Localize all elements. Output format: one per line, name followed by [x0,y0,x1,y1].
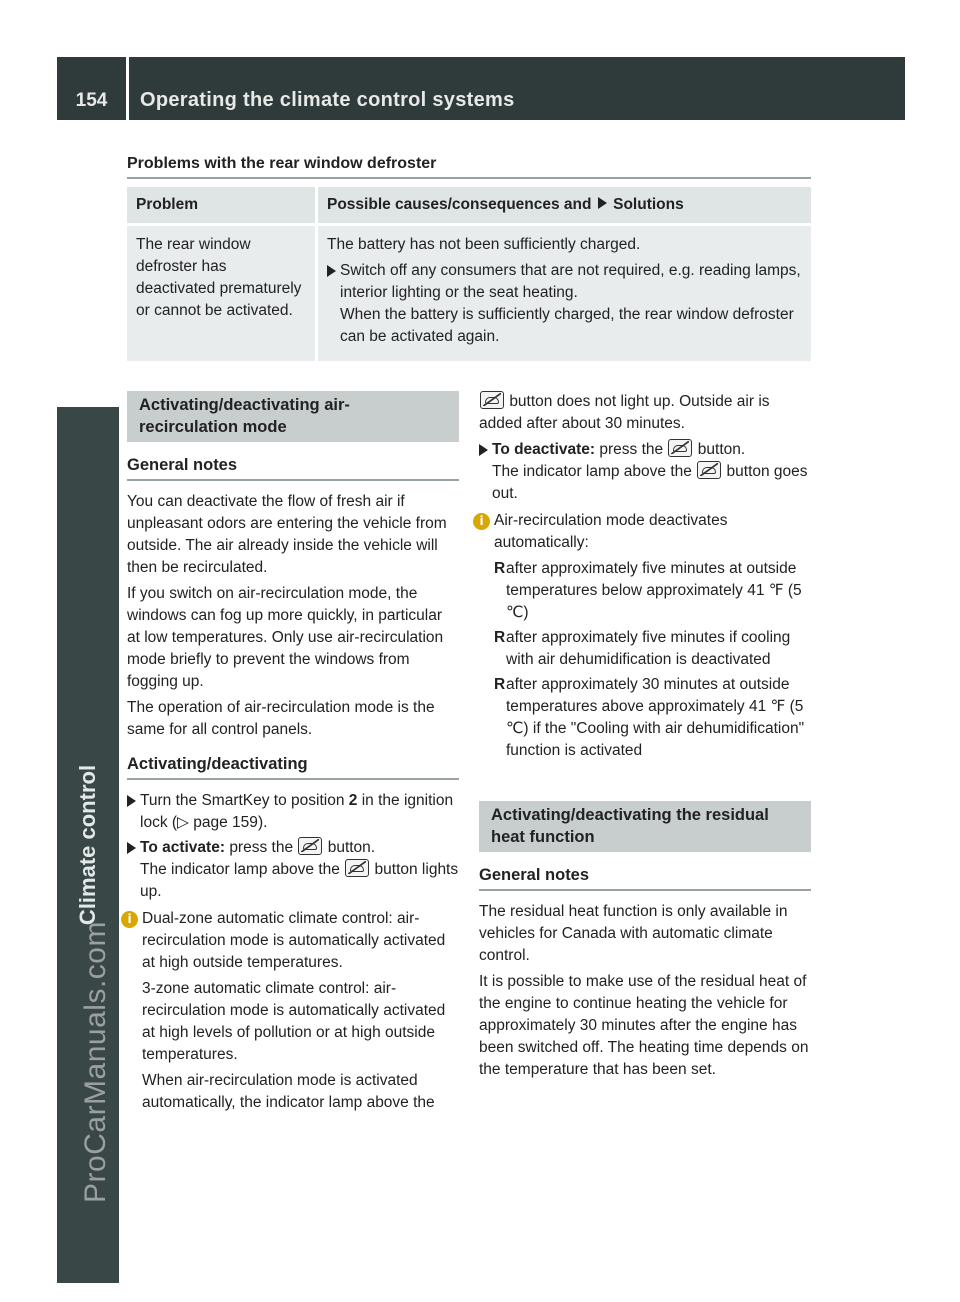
residual-p2: It is possible to make use of the residual heat of the engine to continue heating the vehicle for approximately 30 minutes after the engine has been switched off. The heating time depends on the temperature that has been set. [479,973,809,1078]
cause-text: The battery has not been sufficiently charged. [327,236,641,253]
recirc-heading: Activating/deactivating air-recirculation mode [127,391,459,442]
sub-rule [127,778,459,780]
info-auto-deactivation: i Air-recirculation mode deactivates automatically: R after approximately five minutes at outside temperatures below approximately 41 ℉ (5 ℃) R after approximately five minutes if cooling with air dehumidification is deactivated R after approximately 30 minutes at outside temperatures above approximately 41 ℉ (5 ℃) if the "Cooling with air dehumidification" function is activated [479,510,811,762]
recirculation-button-icon [697,461,721,479]
residual-heading: Activating/deactivating the residual heat function [479,801,811,852]
title-rule [127,177,811,179]
problem-cell: The rear window defroster has deactivated prematurely or cannot be activated. [127,223,318,361]
recirculation-button-icon [345,859,369,877]
chapter-title: Operating the climate control systems [140,89,515,111]
page-ref-link[interactable]: ▷ page 159 [177,814,258,831]
table-header-row [127,187,811,223]
step-arrow-icon [479,444,488,456]
step-arrow-icon [127,842,136,854]
list-item: R after approximately five minutes at outside temperatures below approximately 41 ℉ (5 ℃) [494,560,802,621]
solution-arrow-icon [598,197,607,209]
recirculation-button-icon [668,439,692,457]
step-arrow-icon [327,265,336,277]
recirc-info-continued: button does not light up. Outside air is added after about 30 minutes. [479,393,770,432]
info-icon: i [473,513,490,530]
recirc-activating-heading: Activating/deactivating [127,755,308,773]
header-solutions: Possible causes/consequences and Solutions [318,187,811,223]
residual-general-heading: General notes [479,866,590,884]
list-item: R after approximately five minutes if cooling with air dehumidification is deactivated [494,629,791,668]
recirc-p1: You can deactivate the flow of fresh air if unpleasant odors are entering the vehicle from outside. The air already inside the vehicle will then be recirculated. [127,493,447,576]
recirc-p3: The operation of air-recirculation mode is the same for all control panels. [127,699,435,738]
sub-rule [127,479,459,481]
recirc-general-heading: General notes [127,456,238,474]
left-column [127,391,459,1118]
step-activate: To activate: press the button. The indicator lamp above the button lights up. [127,837,459,903]
page-number: 154 [75,90,108,111]
step-deactivate: To deactivate: press the button. The indicator lamp above the button goes out. [479,439,811,505]
recirc-p2: If you switch on air-recirculation mode, the windows can fog up more quickly, in particular at low temperatures. Only use air-recirculation mode briefly to prevent the windows from fogging up. [127,585,444,690]
problems-section-title: Problems with the rear window defroster [127,155,437,172]
info-auto-activation: i Dual-zone automatic climate control: air-recirculation mode is automatically activated at high outside temperatures. 3-zone automatic climate control: air-recirculation mode is automatically activated at high levels of pollution or at high outside temperatures. When air-recirculation mode is activated automatically, the indicator lamp above the [127,908,459,1114]
info-icon: i [121,911,138,928]
header-problem: Problem [127,187,318,223]
step-smartkey: Turn the SmartKey to position 2 in the ignition lock (▷ page 159). [127,790,459,834]
solution-step: Switch off any consumers that are not required, e.g. reading lamps, interior lighting or the seat heating. When the battery is sufficiently charged, the rear window defroster can be activated again. [327,260,802,348]
recirculation-button-icon [480,391,504,409]
solution-cell [318,223,811,361]
step-arrow-icon [127,795,136,807]
problems-table [127,187,811,361]
sub-rule [479,889,811,891]
residual-p1: The residual heat function is only available in vehicles for Canada with automatic climate control. [479,903,788,964]
header-separator [126,57,129,120]
table-row [127,223,811,361]
recirculation-button-icon [298,837,322,855]
list-item: R after approximately 30 minutes at outside temperatures above approximately 41 ℉ (5 ℃) if the "Cooling with air dehumidification" function is activated [494,676,805,759]
right-column [479,391,811,1085]
